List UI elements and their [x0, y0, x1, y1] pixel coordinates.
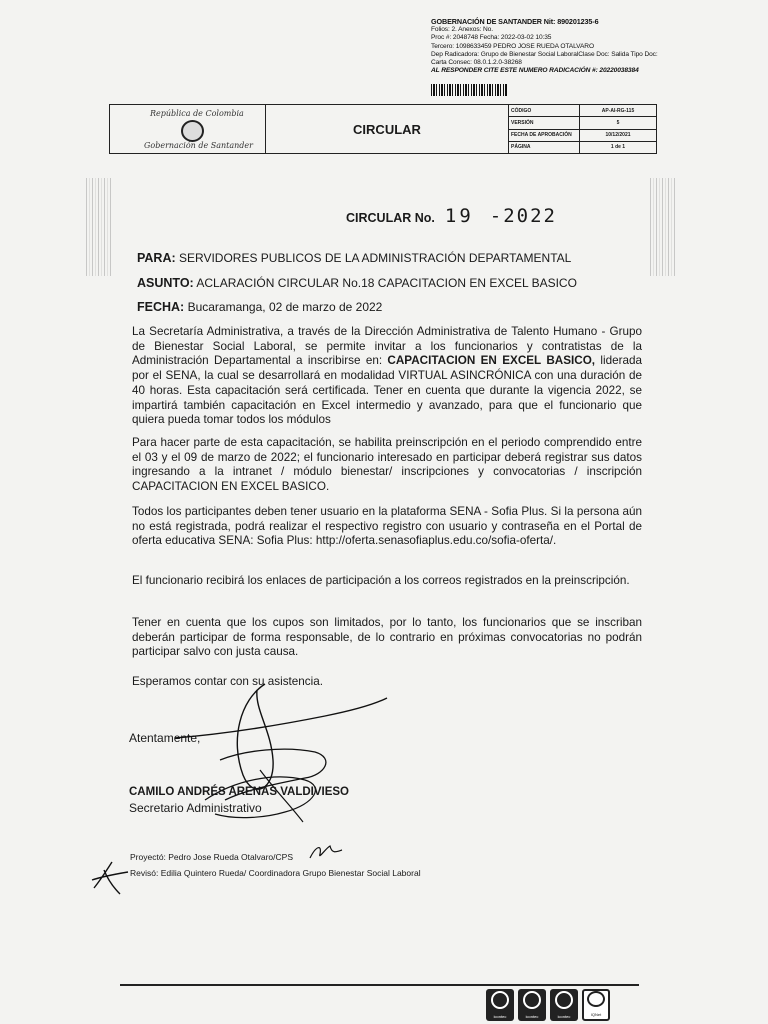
radication-stamp: [431, 18, 731, 75]
meta-key: FECHA DE APROBACIÓN: [509, 130, 580, 141]
scan-artifact: [650, 178, 676, 276]
stamp-line: Tercero: 1098633459 PEDRO JOSE RUEDA OTALVARO: [431, 42, 594, 50]
circular-handwritten-number: 19: [444, 205, 474, 227]
circular-label: CIRCULAR No.: [346, 211, 435, 225]
para-label: PARA:: [137, 251, 176, 265]
meta-value: 1 de 1: [610, 144, 626, 151]
footer-rule: [120, 984, 639, 986]
body-paragraph: Todos los participantes deben tener usuario en la plataforma SENA - Sofia Plus. Si la persona aún no está registrada, podrá realizar el respectivo registro con usuario y contraseña en el Portal de oferta educativa SENA: Sofia Plus: http://oferta.senasofiaplus.edu.co/sofia-oferta/.: [132, 505, 642, 548]
body-paragraph: Para hacer parte de esta capacitación, se habilita preinscripción en el periodo comprendido entre el 03 y el 09 de marzo de 2022; el funcionario interesado en participar deberá registrar sus datos ingresando a la intranet / módulo bienestar/ inscripciones y convocatorias / inscripción CAPACITACION EN EXCEL BASICO.: [132, 436, 642, 494]
stamp-line: Proc #: 2048748 Fecha: 2022-03-02 10:35: [431, 34, 552, 42]
meta-value: 5: [616, 119, 620, 126]
para-value: SERVIDORES PUBLICOS DE LA ADMINISTRACIÓN DEPARTAMENTAL: [179, 251, 572, 265]
cert-label: icontec: [493, 1014, 507, 1019]
closing-text: Atentamente,: [129, 731, 201, 745]
iqnet-logo: [582, 989, 610, 1021]
meta-key: CÓDIGO: [509, 105, 580, 116]
icontec-logo: [518, 989, 546, 1021]
cert-label: IQNet: [590, 1012, 602, 1017]
body-paragraph: Tener en cuenta que los cupos son limitados, por lo tanto, los funcionarios que se inscriban deberán participar de forma responsable, de lo contrario en próximas convocatorias no podrán participar salvo con justa causa.: [132, 616, 642, 659]
meta-row: [509, 130, 656, 142]
fecha-line: [137, 300, 382, 314]
initials-signature: [90, 858, 132, 900]
circular-handwritten-year: -2022: [489, 205, 557, 227]
coat-of-arms-icon: [181, 120, 204, 142]
cert-ring-icon: [491, 991, 509, 1009]
signer-name: CAMILO ANDRÉS ARENAS VALDIVIESO: [129, 786, 350, 798]
paragraph-emphasis: CAPACITACION EN EXCEL BASICO,: [387, 354, 596, 368]
initials-signature: [308, 842, 344, 864]
stamp-line: Carta Consec: 08.0.1.2.0-38268: [431, 59, 522, 67]
barcode: [431, 84, 507, 96]
para-line: [137, 251, 571, 265]
certification-logos: [486, 989, 610, 1021]
cert-ring-icon: [555, 991, 573, 1009]
footer-proyecto: Proyectó: Pedro Jose Rueda Otalvaro/CPS: [130, 852, 293, 862]
paragraph-text: liderada por el SENA, la cual se desarrollará en modalidad VIRTUAL ASINCRÓNICA con una duración de 40 horas. Esta capacitación será certificada. Tener en cuenta que durante la vigencia 2022, se impartirá también capacitación en Excel intermedio y avanzado, para que el funcionario que quiera pueda tomar todos los módulos: [132, 354, 642, 427]
meta-value: AP-AI-RG-115: [601, 107, 635, 114]
asunto-value: ACLARACIÓN CIRCULAR No.18 CAPACITACION EN EXCEL BASICO: [196, 276, 577, 290]
icontec-logo: [550, 989, 578, 1021]
fecha-value: Bucaramanga, 02 de marzo de 2022: [187, 300, 383, 314]
cert-ring-icon: [523, 991, 541, 1009]
meta-key: VERSIÓN: [509, 117, 580, 128]
document-header-table: [109, 104, 657, 154]
stamp-line: GOBERNACIÓN DE SANTANDER Nit: 890201235-6: [431, 17, 599, 26]
logo-script-top: República de Colombia: [150, 109, 244, 118]
header-title: CIRCULAR: [266, 105, 509, 153]
stamp-line: Dep Radicadora: Grupo de Bienestar Social LaboralClase Doc: Salida Tipo Doc:: [431, 50, 658, 58]
fecha-label: FECHA:: [137, 300, 185, 314]
stamp-line: AL RESPONDER CITE ESTE NUMERO RADICACIÓN #: 20220038384: [431, 67, 639, 75]
icontec-logo: [486, 989, 514, 1021]
meta-value: 10/12/2021: [605, 132, 631, 139]
stamp-line: Folios: 2. Anexos: No.: [431, 26, 493, 34]
circular-number: [346, 205, 557, 227]
meta-row: [509, 105, 656, 117]
meta-key: PÁGINA: [509, 142, 580, 153]
gobernacion-logo: [110, 105, 266, 153]
scan-artifact: [86, 178, 112, 276]
paragraph-text: La Secretaría Administrativa, a través de la Dirección Administrativa de Talento Humano - Grupo de Bienestar Social Laboral, se permite invitar a los funcionarios y contratistas de la Administración Departamental a inscribirse en:: [132, 325, 642, 368]
signer-role: Secretario Administrativo: [129, 801, 262, 815]
cert-label: icontec: [557, 1014, 571, 1019]
cert-label: icontec: [525, 1014, 539, 1019]
cert-ring-icon: [587, 991, 605, 1007]
body-paragraph: Esperamos contar con su asistencia.: [132, 675, 323, 688]
asunto-line: [137, 276, 577, 290]
asunto-label: ASUNTO:: [137, 276, 194, 290]
footer-reviso: Revisó: Edilia Quintero Rueda/ Coordinadora Grupo Bienestar Social Laboral: [130, 868, 421, 878]
body-paragraph: [132, 325, 642, 428]
header-meta: [509, 105, 656, 153]
meta-row: [509, 117, 656, 129]
meta-row: [509, 142, 656, 153]
logo-script-bottom: Gobernación de Santander: [144, 141, 253, 150]
body-paragraph: El funcionario recibirá los enlaces de participación a los correos registrados en la preinscripción.: [132, 574, 630, 587]
